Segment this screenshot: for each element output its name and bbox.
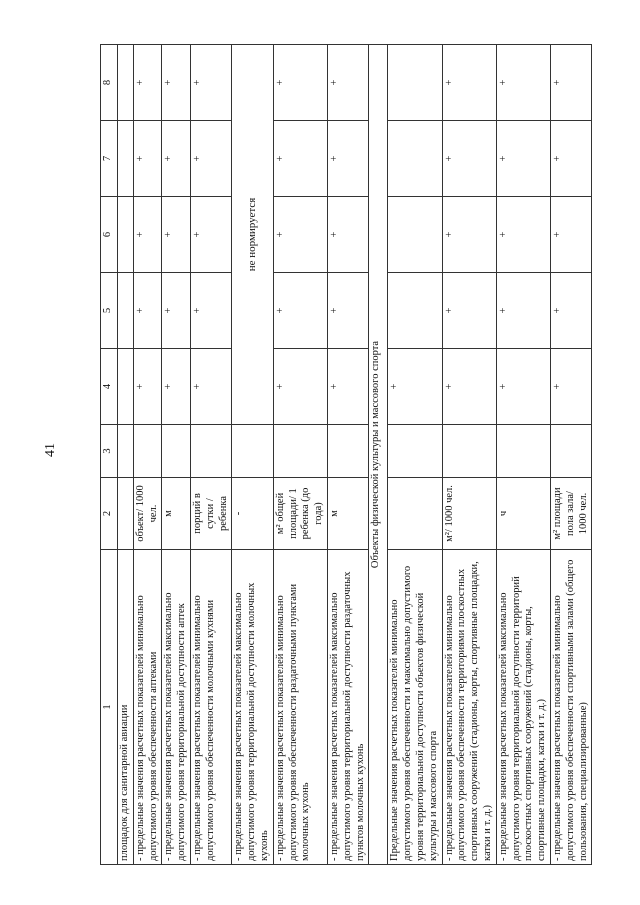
mark-cell: +	[496, 45, 550, 121]
col-header: 7	[101, 121, 118, 197]
col-header: 1	[101, 550, 118, 865]
mark-cell: +	[273, 45, 327, 121]
section-title: Объекты физической культуры и массового спорта	[369, 45, 388, 865]
indicator-cell: - предельные значения расчетных показателей минимально допустимого уровня обеспеченности аптеками	[133, 550, 162, 865]
mark-cell: +	[162, 197, 191, 273]
indicator-cell: - предельные значения расчетных показателей минимально допустимого уровня обеспеченности молочными кухнями	[190, 550, 231, 865]
rotated-table-area	[100, 45, 620, 865]
indicator-cell: - предельные значения расчетных показателей максимально допустимого уровня территориальной доступности аптек	[162, 550, 191, 865]
indicator-cell: - предельные значения расчетных показателей минимально допустимого уровня обеспеченности раздаточными пунктами молочных кухонь	[273, 550, 327, 865]
mark-cell: +	[327, 273, 368, 349]
mark-cell: +	[133, 45, 162, 121]
mark-cell	[388, 45, 442, 121]
mark-cell	[118, 121, 134, 197]
mark-cell: +	[496, 121, 550, 197]
table-row	[550, 45, 591, 865]
mark-cell: +	[162, 273, 191, 349]
mark-cell: +	[496, 197, 550, 273]
mark-cell: +	[550, 45, 591, 121]
col-header: 2	[101, 478, 118, 550]
mark-cell: +	[162, 121, 191, 197]
table-row	[162, 45, 191, 865]
indicator-cell: - предельные значения расчетных показателей минимально допустимого уровня обеспеченности территориями плоскостных спортивных сооружений (стадионы, корты, спортивные площадки, катки и т. д.)	[442, 550, 496, 865]
mark-cell	[273, 425, 327, 478]
indicator-cell: Предельные значения расчетных показателей минимально допустимого уровня обеспеченности и максимально допустимого уровня территориальной доступности объектов физической культуры и массового спорта	[388, 550, 442, 865]
mark-cell	[442, 425, 496, 478]
mark-cell: +	[162, 45, 191, 121]
unit-cell: м² площади пола зала/ 1000 чел.	[550, 478, 591, 550]
indicator-cell: - предельные значения расчетных показателей минимально допустимого уровня обеспеченности спортивными залами (общего пользования, специализированные)	[550, 550, 591, 865]
unit-cell: -	[232, 478, 273, 550]
mark-cell: +	[550, 273, 591, 349]
mark-cell: +	[133, 121, 162, 197]
table-row	[118, 45, 134, 865]
mark-cell: +	[550, 121, 591, 197]
mark-cell: +	[190, 121, 231, 197]
mark-cell: +	[190, 197, 231, 273]
mark-cell: +	[273, 349, 327, 425]
indicator-cell: - предельные значения расчетных показателей максимально допустимого уровня территориальной доступности раздаточных пунктов молочных кухонь	[327, 550, 368, 865]
unit-cell: объект/ 1000 чел.	[133, 478, 162, 550]
unit-cell: порций в сутки /ребенка	[190, 478, 231, 550]
page-number: 41	[43, 443, 58, 457]
mark-cell: +	[133, 197, 162, 273]
unit-cell: м² общей площади/ 1 ребенка (до года)	[273, 478, 327, 550]
mark-cell	[388, 273, 442, 349]
mark-cell: +	[442, 197, 496, 273]
table-row	[273, 45, 327, 865]
unit-cell: ч	[496, 478, 550, 550]
col-header: 4	[101, 349, 118, 425]
mark-cell: +	[190, 45, 231, 121]
mark-cell: +	[327, 349, 368, 425]
mark-cell	[118, 425, 134, 478]
table-row	[442, 45, 496, 865]
mark-cell	[550, 425, 591, 478]
unit-cell: м	[162, 478, 191, 550]
mark-cell: +	[388, 349, 442, 425]
mark-cell	[133, 425, 162, 478]
mark-cell: +	[442, 121, 496, 197]
table-row	[232, 45, 273, 865]
mark-cell	[118, 197, 134, 273]
mark-cell: +	[190, 273, 231, 349]
mark-cell	[190, 425, 231, 478]
mark-cell: +	[442, 349, 496, 425]
mark-cell: +	[496, 349, 550, 425]
mark-cell: +	[273, 197, 327, 273]
standards-table	[100, 44, 592, 865]
mark-cell	[118, 45, 134, 121]
mark-cell	[327, 425, 368, 478]
mark-cell: +	[273, 273, 327, 349]
unit-cell: м²/ 1000 чел.	[442, 478, 496, 550]
indicator-cell: площадок для санитарной авиации	[118, 550, 134, 865]
unit-cell	[118, 478, 134, 550]
col-header: 5	[101, 273, 118, 349]
mark-cell: +	[550, 349, 591, 425]
mark-cell	[118, 273, 134, 349]
table-row	[133, 45, 162, 865]
mark-cell	[118, 349, 134, 425]
mark-cell: +	[442, 45, 496, 121]
mark-cell	[388, 121, 442, 197]
indicator-cell: - предельные значения расчетных показателей максимально допустимого уровня территориальной доступности молочных кухонь	[232, 550, 273, 865]
mark-cell: +	[190, 349, 231, 425]
indicator-cell: - предельные значения расчетных показателей максимально допустимого уровня территориальной доступности территорий плоскостных спортивных сооружений (стадионы, корты, спортивные площадки, катки и т. д.)	[496, 550, 550, 865]
mark-cell: +	[133, 273, 162, 349]
section-row	[369, 45, 388, 865]
mark-cell: +	[327, 121, 368, 197]
mark-cell: +	[550, 197, 591, 273]
mark-cell: +	[273, 121, 327, 197]
mark-cell	[388, 425, 442, 478]
table-row	[190, 45, 231, 865]
mark-cell: +	[496, 273, 550, 349]
table-row	[327, 45, 368, 865]
mark-cell	[496, 425, 550, 478]
col-header: 6	[101, 197, 118, 273]
mark-cell	[162, 425, 191, 478]
header-row	[101, 45, 118, 865]
mark-cell	[232, 425, 273, 478]
col-header: 8	[101, 45, 118, 121]
mark-cell: +	[133, 349, 162, 425]
col-header: 3	[101, 425, 118, 478]
mark-cell: +	[162, 349, 191, 425]
mark-cell: +	[442, 273, 496, 349]
mark-cell: +	[327, 45, 368, 121]
unit-cell: м	[327, 478, 368, 550]
mark-cell: +	[327, 197, 368, 273]
table-row	[388, 45, 442, 865]
not-normed-note: не нормируется	[232, 45, 273, 425]
mark-cell	[388, 197, 442, 273]
table-row	[496, 45, 550, 865]
unit-cell	[388, 478, 442, 550]
